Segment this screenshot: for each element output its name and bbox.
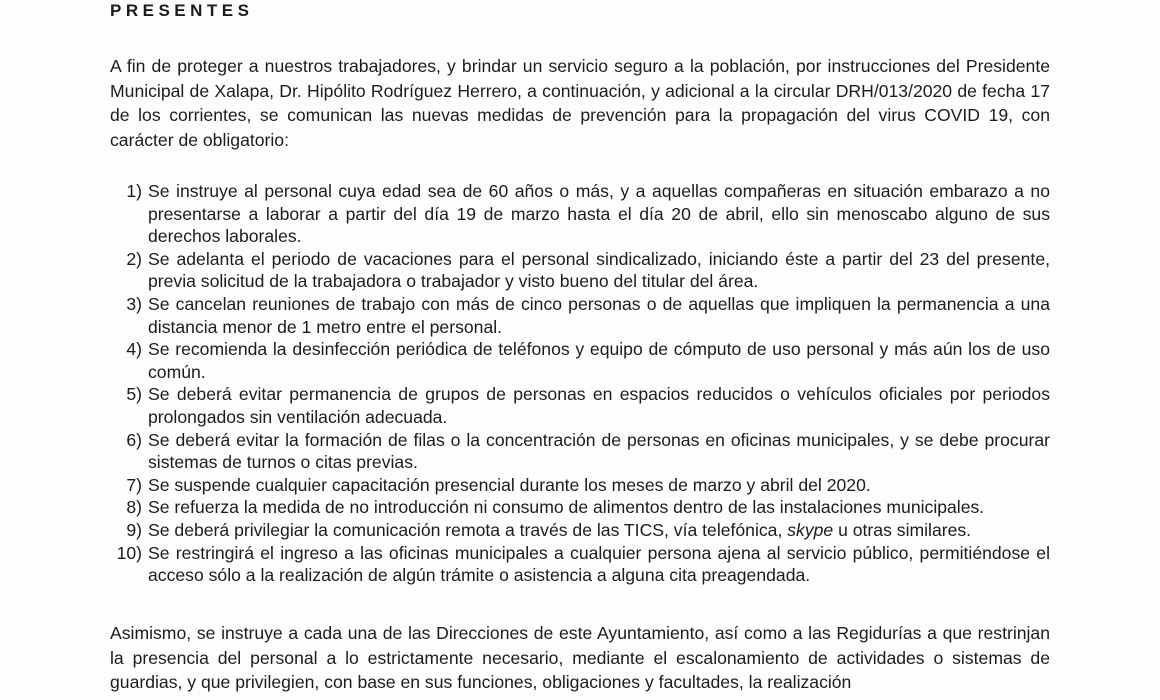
closing-paragraph: Asimismo, se instruye a cada una de las Direcciones de este Ayuntamiento, así como a las Regidurías a que restrinjan la presencia del personal a lo estrictamente necesario, mediante el escalonamiento de actividades o sistemas de guardias, y que privilegien, con base en sus funciones, obligaciones y facultades, la realización — [110, 623, 1050, 692]
item-number: 9) — [126, 519, 142, 540]
intro-paragraph: A fin de proteger a nuestros trabajadores, y brindar un servicio seguro a la población, por instrucciones del Presidente Municipal de Xalapa, Dr. Hipólito Rodríguez Herrero, a continuación, y adicional a la circular DRH/013/2020 de fecha 17 de los corrientes, se comunican las nuevas medidas de prevención para la propagación del virus COVID 19, con carácter de obligatorio: — [110, 56, 1050, 150]
item-text-italic: skype — [787, 519, 834, 540]
item-text: Se deberá evitar permanencia de grupos de personas en espacios reducidos o vehículos oficiales por periodos prolongados sin ventilación adecuada. — [148, 384, 1050, 427]
item-text: Se suspende cualquier capacitación presencial durante los meses de marzo y abril del 2020. — [148, 474, 871, 495]
salutation-heading: PRESENTES — [110, 1, 254, 20]
measures-list — [110, 180, 1050, 587]
list-item — [110, 180, 1050, 248]
list-item — [110, 248, 1050, 293]
list-item — [110, 496, 1050, 519]
item-number: 4) — [126, 339, 142, 360]
item-text — [148, 520, 971, 540]
list-item — [110, 293, 1050, 338]
item-number: 1) — [126, 181, 142, 201]
item-number: 6) — [126, 429, 142, 450]
list-item — [110, 519, 1050, 542]
item-text: Se deberá evitar la formación de filas o la concentración de personas en oficinas municipales, y se debe procurar sistemas de turnos o citas previas. — [148, 429, 1050, 473]
item-text: Se recomienda la desinfección periódica de teléfonos y equipo de cómputo de uso personal y más aún los de uso común. — [148, 339, 1050, 382]
item-text: Se adelanta el periodo de vacaciones para el personal sindicalizado, iniciando éste a partir del 23 del presente, previa solicitud de la trabajadora o trabajador y visto bueno del titular del área. — [148, 248, 1050, 292]
item-number: 5) — [126, 384, 142, 405]
item-number: 2) — [126, 248, 142, 269]
item-text: Se refuerza la medida de no introducción ni consumo de alimentos dentro de las instalaciones municipales. — [148, 497, 985, 518]
list-item — [110, 542, 1050, 587]
item-number: 3) — [126, 293, 142, 314]
item-number: 8) — [126, 497, 142, 518]
list-item — [110, 383, 1050, 428]
item-number: 7) — [126, 474, 142, 495]
item-text-part: Se deberá privilegiar la comunicación remota a través de las TICS, vía telefónica, — [148, 519, 788, 540]
item-text: Se restringirá el ingreso a las oficinas municipales a cualquier persona ajena al servicio público, permitiéndose el acceso sólo a la realización de algún trámite o asistencia a alguna cita preagendada. — [148, 542, 1050, 586]
list-item — [110, 429, 1050, 474]
item-number: 10) — [116, 542, 142, 563]
list-item — [110, 338, 1050, 383]
item-text: Se instruye al personal cuya edad sea de 60 años o más, y a aquellas compañeras en situación embarazo a no presentarse a laborar a partir del día 19 de marzo hasta el día 20 de abril, ello sin menoscabo alguno de sus derechos laborales. — [148, 181, 1050, 247]
item-text: Se cancelan reuniones de trabajo con más de cinco personas o de aquellas que impliquen la permanencia a una distancia menor de 1 metro entre el personal. — [148, 293, 1050, 337]
list-item — [110, 474, 1050, 497]
item-text-part: u otras similares. — [833, 519, 972, 540]
